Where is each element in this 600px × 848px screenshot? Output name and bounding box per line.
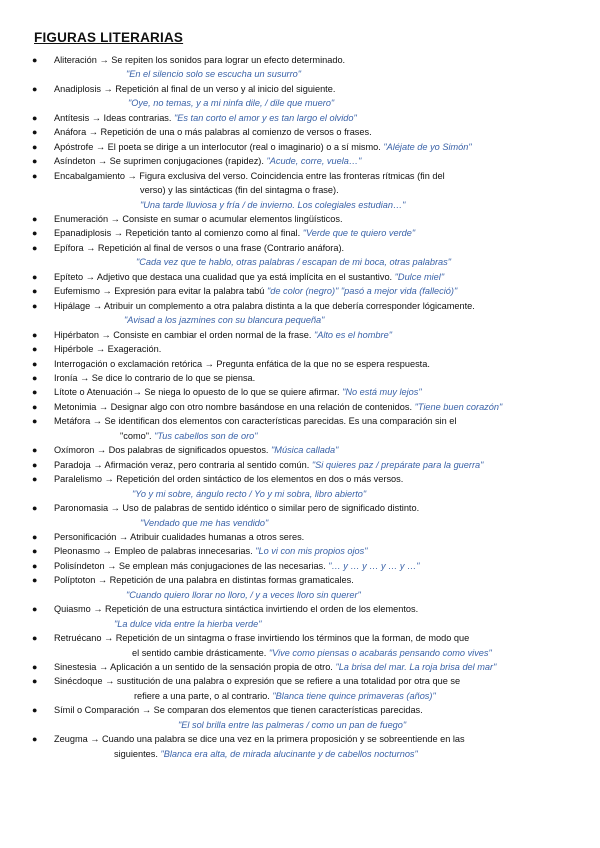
definition: Eufemismo → Expresión para evitar la palabra tabú bbox=[54, 286, 265, 297]
example: "Vendado que me has vendido" bbox=[140, 517, 269, 528]
bullet-icon: ● bbox=[32, 546, 38, 557]
definition: Encabalgamiento → Figura exclusiva del verso. Coincidencia entre las fronteras rítmicas (fin del bbox=[54, 170, 445, 181]
definition: Oxímoron → Dos palabras de significados opuestos. bbox=[54, 445, 269, 456]
bullet-icon: ● bbox=[32, 112, 38, 123]
definition: Pleonasmo → Empleo de palabras innecesarias. bbox=[54, 546, 253, 557]
definition: Políptoton → Repetición de una palabra en distintas formas gramaticales. bbox=[54, 575, 354, 586]
list-item bbox=[32, 342, 578, 356]
bullet-icon: ● bbox=[32, 271, 38, 282]
bullet-icon: ● bbox=[32, 604, 38, 615]
bullet-icon: ● bbox=[32, 242, 38, 253]
list-item bbox=[32, 53, 578, 82]
bullet-icon: ● bbox=[32, 55, 38, 65]
bullet-icon: ● bbox=[32, 474, 38, 485]
definition-continuation: "como". bbox=[120, 430, 152, 441]
definition: Lítote o Atenuación→ Se niega lo opuesto de lo que se quiere afirmar. bbox=[54, 387, 340, 398]
example: "… y … y … y … y …" bbox=[328, 560, 420, 571]
list-item bbox=[32, 270, 578, 284]
definition: Polisíndeton → Se emplean más conjugaciones de las necesarias. bbox=[54, 560, 326, 571]
example: "Aléjate de yo Simón" bbox=[383, 141, 472, 152]
definition: Enumeración → Consiste en sumar o acumular elementos lingüísticos. bbox=[54, 213, 343, 224]
definition-continuation: el sentido cambie drásticamente. bbox=[132, 647, 267, 658]
example: "Tiene buen corazón" bbox=[414, 401, 503, 412]
example: "La brisa del mar. La roja brisa del mar" bbox=[335, 662, 497, 673]
list-item bbox=[32, 573, 578, 602]
list-item bbox=[32, 284, 578, 298]
example: "Es tan corto el amor y es tan largo el olvido" bbox=[174, 112, 357, 123]
definition: Asíndeton → Se suprimen conjugaciones (rapidez). bbox=[54, 156, 264, 167]
definition: Ironía → Se dice lo contrario de lo que se piensa. bbox=[54, 372, 256, 383]
figures-list bbox=[32, 53, 578, 761]
bullet-icon: ● bbox=[32, 705, 38, 716]
definition: Metáfora → Se identifican dos elementos con características parecidas. Es una comparación sin el bbox=[54, 416, 457, 427]
example: "Cada vez que te hablo, otras palabras / escapan de mi boca, otras palabras" bbox=[136, 257, 452, 268]
list-item bbox=[32, 169, 578, 212]
bullet-icon: ● bbox=[32, 387, 38, 398]
list-item bbox=[32, 154, 578, 168]
list-item bbox=[32, 385, 578, 399]
definition: Anáfora → Repetición de una o más palabras al comienzo de versos o frases. bbox=[54, 127, 372, 138]
definition: Retruécano → Repetición de un sintagma o frase invirtiendo los términos que la forman, de modo que bbox=[54, 633, 470, 644]
bullet-icon: ● bbox=[32, 459, 38, 470]
list-item bbox=[32, 602, 578, 631]
list-item bbox=[32, 212, 578, 226]
list-item bbox=[32, 443, 578, 457]
list-item bbox=[32, 357, 578, 371]
example: "La dulce vida entre la hierba verde" bbox=[114, 618, 262, 629]
bullet-icon: ● bbox=[32, 633, 38, 644]
list-item bbox=[32, 140, 578, 154]
example: "Alto es el hombre" bbox=[313, 329, 392, 340]
definition: Hipérbole → Exageración. bbox=[54, 344, 162, 355]
bullet-icon: ● bbox=[32, 228, 38, 239]
bullet-icon: ● bbox=[32, 286, 38, 297]
definition: Epanadiplosis → Repetición tanto al comienzo como al final. bbox=[54, 228, 301, 239]
list-item bbox=[32, 241, 578, 270]
list-item bbox=[32, 400, 578, 414]
bullet-icon: ● bbox=[32, 83, 38, 94]
definition: Hipálage → Atribuir un complemento a otra palabra distinta a la que debería corresponder lógicamente. bbox=[54, 300, 475, 311]
bullet-icon: ● bbox=[32, 676, 38, 687]
definition: Interrogación o exclamación retórica → Pregunta enfática de la que no se espera respuesta. bbox=[54, 358, 430, 369]
bullet-icon: ● bbox=[32, 531, 38, 542]
definition-continuation: siguientes. bbox=[114, 748, 158, 759]
example: "Yo y mi sobre, ángulo recto / Yo y mi sobra, libro abierto" bbox=[132, 488, 367, 499]
definition: Zeugma → Cuando una palabra se dice una vez en la primera proposición y se sobreentiende en las bbox=[54, 734, 465, 745]
example: "Tus cabellos son de oro" bbox=[154, 430, 258, 441]
definition: Metonimia → Designar algo con otro nombre basándose en una relación de contenidos. bbox=[54, 401, 413, 412]
bullet-icon: ● bbox=[32, 401, 38, 412]
example: "Dulce miel" bbox=[394, 271, 445, 282]
definition: Personificación → Atribuir cualidades humanas a otros seres. bbox=[54, 531, 305, 542]
example: "Acude, corre, vuela…" bbox=[266, 156, 362, 167]
page-title: FIGURAS LITERARIAS bbox=[34, 30, 184, 45]
definition: Antítesis → Ideas contrarias. bbox=[54, 112, 172, 123]
definition: Símil o Comparación → Se comparan dos elementos que tienen características parecidas. bbox=[54, 705, 423, 716]
bullet-icon: ● bbox=[32, 662, 38, 673]
list-item bbox=[32, 299, 578, 328]
definition: Paralelismo → Repetición del orden sintáctico de los elementos en dos o más versos. bbox=[54, 474, 404, 485]
list-item bbox=[32, 414, 578, 443]
list-item bbox=[32, 501, 578, 530]
example: "Blanca era alta, de mirada alucinante y de cabellos nocturnos" bbox=[160, 748, 418, 759]
definition: Hipérbaton → Consiste en cambiar el orden normal de la frase. bbox=[54, 329, 312, 340]
bullet-icon: ● bbox=[32, 127, 38, 138]
list-item bbox=[32, 125, 578, 139]
bullet-icon: ● bbox=[32, 170, 38, 181]
list-item bbox=[32, 732, 578, 761]
example: "No está muy lejos" bbox=[342, 387, 422, 398]
list-item bbox=[32, 458, 578, 472]
bullet-icon: ● bbox=[32, 358, 38, 369]
example: "El sol brilla entre las palmeras / como un pan de fuego" bbox=[178, 719, 407, 730]
list-item bbox=[32, 82, 578, 111]
bullet-icon: ● bbox=[32, 156, 38, 167]
list-item bbox=[32, 674, 578, 703]
example: "Una tarde lluviosa y fría / de invierno. Los colegiales estudian…" bbox=[140, 199, 406, 210]
definition: Aliteración → Se repiten los sonidos para lograr un efecto determinado. bbox=[54, 55, 346, 65]
definition: Sinestesia → Aplicación a un sentido de la sensación propia de otro. bbox=[54, 662, 333, 673]
definition: Epíteto → Adjetivo que destaca una cualidad que ya está implícita en el sustantivo. bbox=[54, 271, 393, 282]
bullet-icon: ● bbox=[32, 372, 38, 383]
example: "Lo vi con mis propios ojos" bbox=[255, 546, 368, 557]
list-item bbox=[32, 226, 578, 240]
definition: Quiasmo → Repetición de una estructura sintáctica invirtiendo el orden de los elementos. bbox=[54, 604, 419, 615]
list-item bbox=[32, 530, 578, 544]
list-item bbox=[32, 472, 578, 501]
bullet-icon: ● bbox=[32, 503, 38, 514]
definition: Apóstrofe → El poeta se dirige a un interlocutor (real o imaginario) o a sí mismo. bbox=[54, 141, 381, 152]
example: "Avisad a los jazmines con su blancura pequeña" bbox=[124, 315, 325, 326]
definition-continuation: refiere a una parte, o al contrario. bbox=[134, 690, 270, 701]
definition: Anadiplosis → Repetición al final de un verso y al inicio del siguiente. bbox=[54, 83, 336, 94]
bullet-icon: ● bbox=[32, 560, 38, 571]
bullet-icon: ● bbox=[32, 734, 38, 745]
bullet-icon: ● bbox=[32, 329, 38, 340]
example: "Blanca tiene quince primaveras (años)" bbox=[272, 690, 436, 701]
list-item bbox=[32, 328, 578, 342]
list-item bbox=[32, 371, 578, 385]
list-item bbox=[32, 111, 578, 125]
bullet-icon: ● bbox=[32, 575, 38, 586]
example: "de color (negro)" "pasó a mejor vida (falleció)" bbox=[266, 286, 458, 297]
example: "Vive como piensas o acabarás pensando como vives" bbox=[268, 647, 492, 658]
definition: Paronomasia → Uso de palabras de sentido idéntico o similar pero de significado distinto. bbox=[54, 503, 420, 514]
example: "Si quieres paz / prepárate para la guerra" bbox=[311, 459, 484, 470]
definition: Paradoja → Afirmación veraz, pero contraria al sentido común. bbox=[54, 459, 310, 470]
example: "En el silencio solo se escucha un susurro" bbox=[126, 69, 302, 80]
definition: Sinécdoque → sustitución de una palabra o expresión que se refiere a una totalidad por otra que se bbox=[54, 676, 461, 687]
list-item bbox=[32, 559, 578, 573]
bullet-icon: ● bbox=[32, 416, 38, 427]
bullet-icon: ● bbox=[32, 445, 38, 456]
bullet-icon: ● bbox=[32, 300, 38, 311]
list-item bbox=[32, 631, 578, 660]
list-item bbox=[32, 544, 578, 558]
bullet-icon: ● bbox=[32, 141, 38, 152]
bullet-icon: ● bbox=[32, 213, 38, 224]
example: "Oye, no temas, y a mi ninfa dile, / dile que muero" bbox=[128, 98, 335, 109]
example: "Verde que te quiero verde" bbox=[302, 228, 416, 239]
list-item bbox=[32, 703, 578, 732]
definition-continuation: verso) y las sintácticas (fin del sintagma o frase). bbox=[140, 185, 339, 196]
definition: Epífora → Repetición al final de versos o una frase (Contrario anáfora). bbox=[54, 242, 345, 253]
bullet-icon: ● bbox=[32, 344, 38, 355]
example: "Música callada" bbox=[271, 445, 339, 456]
list-item bbox=[32, 660, 578, 674]
example: "Cuando quiero llorar no lloro, / y a veces lloro sin querer" bbox=[126, 589, 361, 600]
